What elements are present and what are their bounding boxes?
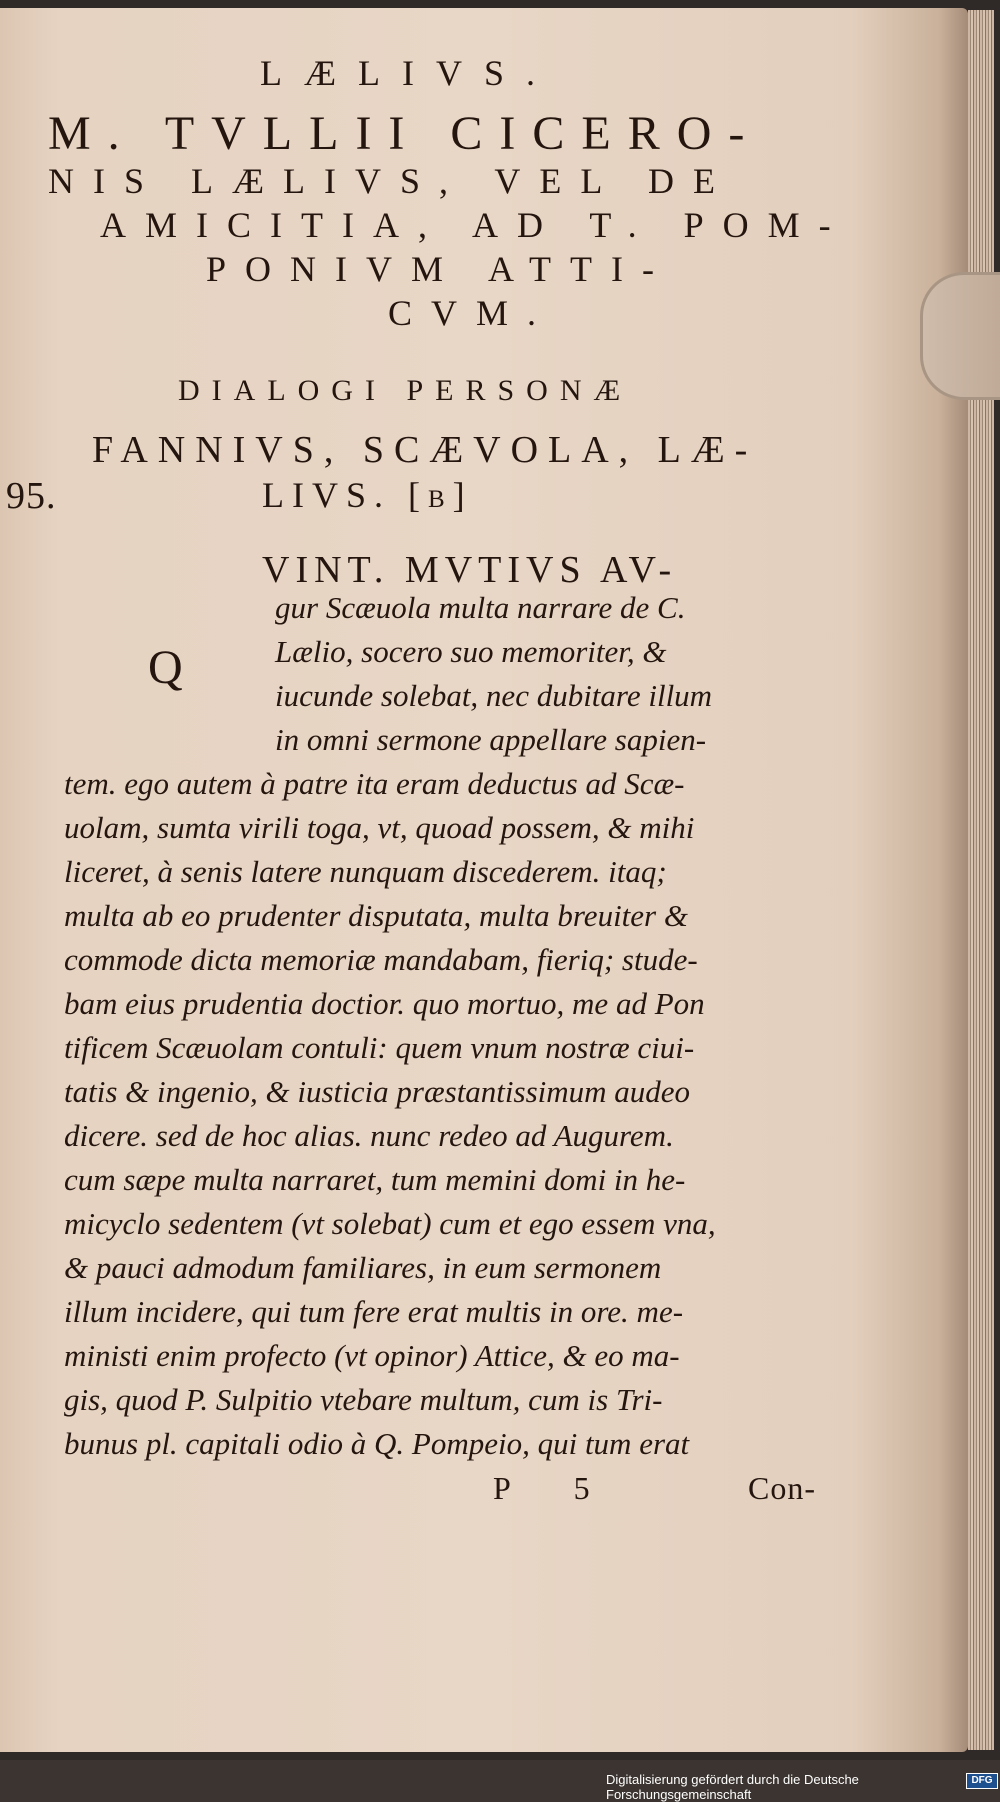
body-line-7: liceret, à senis latere nunquam discederem. itaq; bbox=[64, 854, 667, 889]
body-line-10: bam eius prudentia doctior. quo mortuo, me ad Pon bbox=[64, 986, 705, 1021]
body-line-14: cum sæpe multa narraret, tum memini domi in he- bbox=[64, 1162, 686, 1197]
initial-letter: Q bbox=[148, 641, 185, 694]
title-line-5: CVM. bbox=[388, 293, 556, 333]
body-line-2: Lælio, socero suo memoriter, & bbox=[275, 634, 667, 669]
margin-note: 95. bbox=[6, 475, 57, 517]
body-line-16: & pauci admodum familiares, in eum sermonem bbox=[64, 1250, 662, 1285]
body-line-5: tem. ego autem à patre ita eram deductus ad Scæ- bbox=[64, 766, 685, 801]
body-line-18: ministi enim profecto (vt opinor) Attice, & eo ma- bbox=[64, 1338, 680, 1373]
body-line-20: bunus pl. capitali odio à Q. Pompeio, qui tum erat bbox=[64, 1426, 690, 1461]
body-line-3: iucunde solebat, nec dubitare illum bbox=[275, 678, 713, 713]
body-line-8: multa ab eo prudenter disputata, multa breuiter & bbox=[64, 898, 688, 933]
body-line-15: micyclo sedentem (vt solebat) cum et ego essem vna, bbox=[64, 1206, 716, 1241]
body-line-12: tatis & ingenio, & iusticia præstantissimum audeo bbox=[64, 1074, 691, 1109]
body-line-19: gis, quod P. Sulpitio vtebare multum, cum is Tri- bbox=[64, 1382, 663, 1417]
catchword: Con- bbox=[748, 1470, 816, 1506]
body-line-1: gur Scæuola multa narrare de C. bbox=[275, 590, 686, 625]
body-line-17: illum incidere, qui tum fere erat multis in ore. me- bbox=[64, 1294, 684, 1329]
body-line-9: commode dicta memoriæ mandabam, fieriq; stude- bbox=[64, 942, 698, 977]
title-line-2: NIS LÆLIVS, VEL DE bbox=[48, 161, 734, 201]
title-line-3: AMICITIA, AD T. POM- bbox=[100, 205, 850, 245]
title-line-1: M. TVLLII CICERO- bbox=[48, 107, 762, 160]
personae-line-1: FANNIVS, SCÆVOLA, LÆ- bbox=[92, 429, 758, 471]
title-line-4: PONIVM ATTI- bbox=[206, 249, 673, 289]
body-line-11: tificem Scæuolam contuli: quem vnum nostræ ciui- bbox=[64, 1030, 695, 1065]
body-line-6: uolam, sumta virili toga, vt, quoad possem, & mihi bbox=[64, 810, 695, 845]
body-line-13: dicere. sed de hoc alias. nunc redeo ad Augurem. bbox=[64, 1118, 674, 1153]
body-line-4: in omni sermone appellare sapien- bbox=[275, 722, 707, 757]
personae-heading: DIALOGI PERSONÆ bbox=[178, 374, 633, 407]
opening-line: VINT. MVTIVS AV- bbox=[262, 549, 678, 591]
dfg-logo: DFG bbox=[966, 1773, 998, 1789]
personae-line-2: LIVS. [b] bbox=[262, 475, 473, 515]
page-edges bbox=[968, 10, 994, 1750]
signature-mark: P 5 bbox=[493, 1470, 618, 1506]
digitization-credit: Digitalisierung gefördert durch die Deutsche Forschungsgemeinschaft bbox=[606, 1772, 859, 1802]
running-head: LÆLIVS. bbox=[260, 53, 557, 93]
